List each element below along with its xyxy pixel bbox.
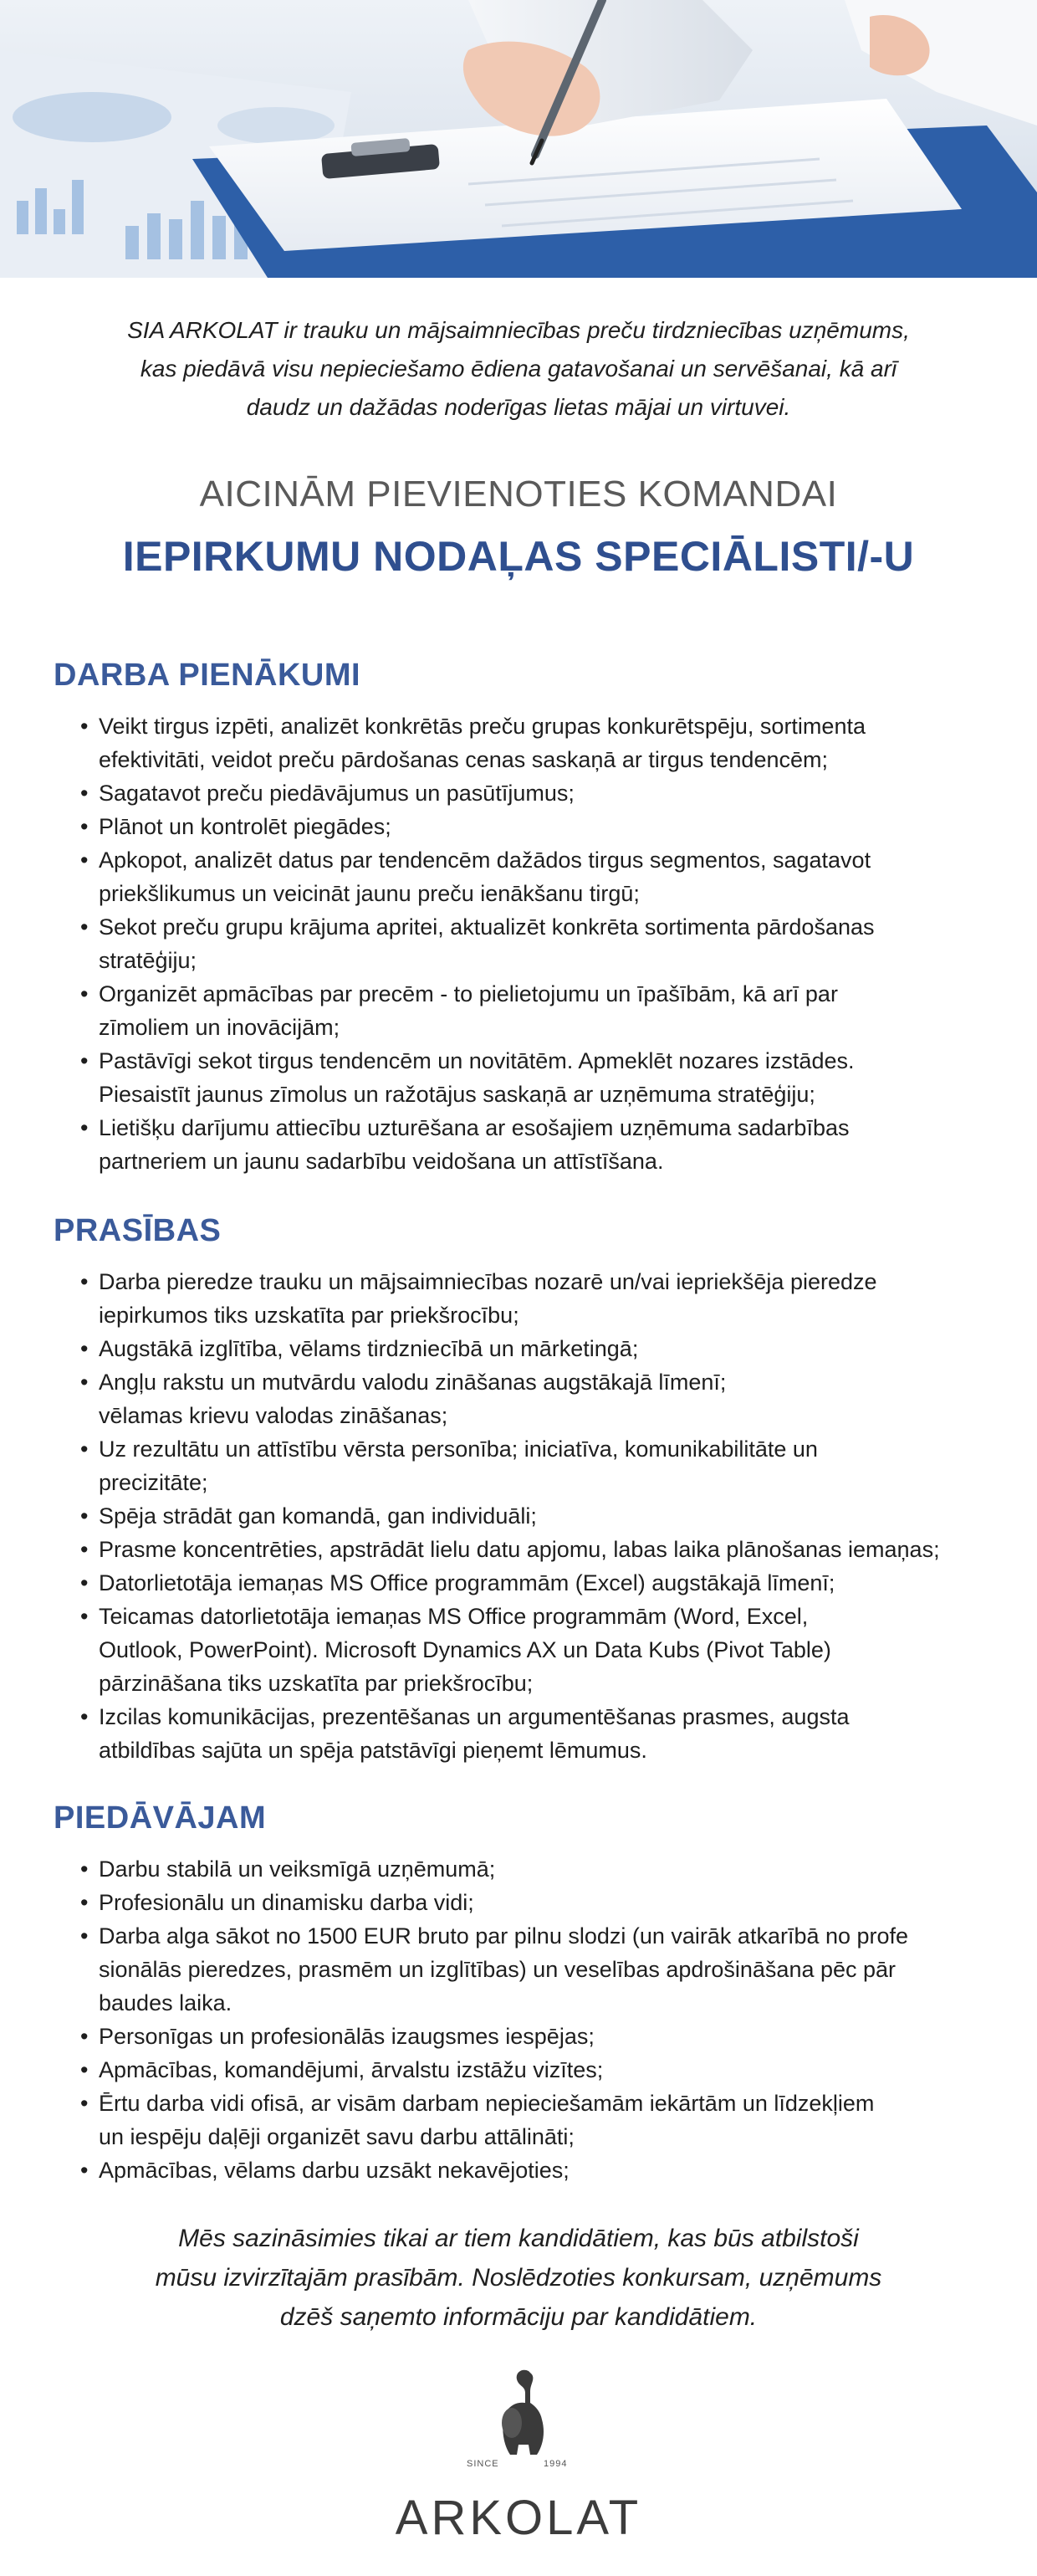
list-item-line: iepirkumos tiks uzskatīta par priekšrocību; — [99, 1303, 519, 1328]
list-item-line: • Pastāvīgi sekot tirgus tendencēm un novitātēm. Apmeklēt nozares izstādes. — [99, 1048, 855, 1073]
header-photo — [0, 0, 1037, 278]
list-item-line: • Ērtu darba vidi ofisā, ar visām darbam nepieciešamām iekārtām un līdzekļiem — [99, 2091, 875, 2116]
list-item — [80, 1332, 1009, 1365]
closing-line: dzēš saņemto informāciju par kandidātiem. — [279, 2303, 758, 2331]
list-item — [80, 1044, 1009, 1111]
list-item-line: • Prasme koncentrēties, apstrādāt lielu datu apjomu, labas laika plānošanas iemaņas; — [99, 1537, 940, 1562]
list-item — [80, 2153, 1009, 2187]
intro-line: daudz un dažādas noderīgas lietas mājai un virtuvei. — [246, 394, 791, 420]
list-item-line: • Teicamas datorlietotāja iemaņas MS Office programmām (Word, Excel, — [99, 1604, 809, 1629]
list-item-line: • Apkopot, analizēt datus par tendencēm dažādos tirgus segmentos, sagatavot — [99, 848, 871, 873]
list-item-line: sionālās pieredzes, prasmēm un izglītības) un veselības apdrošināšana pēc pār — [99, 1957, 897, 1982]
list-item-line: • Veikt tirgus izpēti, analizēt konkrētās preču grupas konkurētspēju, sortimenta — [99, 714, 866, 739]
company-wordmark: ARKOLAT — [395, 2491, 642, 2545]
list-item — [80, 709, 1009, 776]
list-item-line: vēlamas krievu valodas zināšanas; — [99, 1403, 448, 1428]
list-item — [80, 1265, 1009, 1332]
list-item-line: • Organizēt apmācības par precēm - to pielietojumu un īpašībām, kā arī par — [99, 981, 838, 1006]
list-item-line: un iespēju daļēji organizēt savu darbu attālināti; — [99, 2124, 575, 2149]
list-item-line: Piesaistīt jaunus zīmolus un ražotājus saskaņā ar uzņēmuma stratēģiju; — [99, 1082, 815, 1107]
list-item-line: • Spēja strādāt gan komandā, gan individuāli; — [99, 1503, 537, 1529]
list-item — [80, 1533, 1009, 1566]
list-item — [80, 2053, 1009, 2087]
list-item — [80, 1566, 1009, 1600]
list-item-line: • Augstākā izglītība, vēlams tirdzniecībā un mārketingā; — [99, 1336, 639, 1361]
list-item — [80, 776, 1009, 810]
list-item-line: stratēģiju; — [99, 948, 197, 973]
list-item-line: atbildības sajūta un spēja patstāvīgi pieņemt lēmumus. — [99, 1738, 647, 1763]
list-item-line: • Izcilas komunikācijas, prezentēšanas un argumentēšanas prasmes, augsta — [99, 1704, 850, 1729]
list-item-line: • Sekot preču grupu krājuma apritei, aktualizēt konkrēta sortimenta pārdošanas — [99, 914, 875, 940]
offer-list — [80, 1852, 1009, 2187]
list-item — [80, 810, 1009, 843]
list-item-line: • Apmācības, vēlams darbu uzsākt nekavējoties; — [99, 2158, 570, 2183]
list-item — [80, 2020, 1009, 2053]
intro-line: SIA ARKOLAT ir trauku un mājsaimniecības preču tirdzniecības uzņēmums, — [127, 317, 910, 343]
requirements-heading: PRASĪBAS — [54, 1213, 222, 1248]
list-item-line: • Sagatavot preču piedāvājumus un pasūtījumus; — [99, 781, 575, 806]
list-item-line: • Datorlietotāja iemaņas MS Office programmām (Excel) augstākajā līmenī; — [99, 1570, 835, 1595]
duties-heading: DARBA PIENĀKUMI — [54, 658, 361, 693]
duties-list — [80, 709, 1009, 1178]
list-item-line: • Darba pieredze trauku un mājsaimniecības nozarē un/vai iepriekšēja pieredze — [99, 1269, 877, 1294]
list-item-line: efektivitāti, veidot preču pārdošanas cenas saskaņā ar tirgus tendencēm; — [99, 747, 828, 772]
list-item — [80, 1432, 1009, 1499]
list-item — [80, 977, 1009, 1044]
requirements-list — [80, 1265, 1009, 1767]
list-item-line: zīmoliem un inovācijām; — [99, 1015, 340, 1040]
offer-heading: PIEDĀVĀJAM — [54, 1800, 267, 1836]
intro-line: kas piedāvā visu nepieciešamo ēdiena gatavošanai un servēšanai, kā arī — [140, 356, 897, 382]
list-item-line: • Plānot un kontrolēt piegādes; — [99, 814, 391, 839]
closing-line: Mēs sazināsimies tikai ar tiem kandidātiem, kas būs atbilstoši — [178, 2225, 859, 2252]
list-item — [80, 1919, 1009, 2020]
list-item — [80, 1111, 1009, 1178]
list-item-line: • Angļu rakstu un mutvārdu valodu zināšanas augstākajā līmenī; — [99, 1370, 727, 1395]
closing-line: mūsu izvirzītajām prasībām. Noslēdzoties konkursam, uzņēmums — [155, 2264, 882, 2292]
list-item-line: • Apmācības, komandējumi, ārvalstu izstāžu vizītes; — [99, 2057, 604, 2082]
closing-note — [59, 2219, 978, 2337]
list-item — [80, 1700, 1009, 1767]
list-item — [80, 910, 1009, 977]
list-item-line: • Uz rezultātu un attīstību vērsta personība; iniciatīva, komunikabilitāte un — [99, 1437, 818, 1462]
logo-year: 1994 — [544, 2459, 568, 2469]
list-item — [80, 1600, 1009, 1700]
list-item — [80, 2087, 1009, 2153]
list-item-line: • Lietišķu darījumu attiecību uzturēšana ar esošajiem uzņēmuma sadarbības — [99, 1115, 850, 1140]
list-item — [80, 1886, 1009, 1919]
list-item-line: Outlook, PowerPoint). Microsoft Dynamics AX un Data Kubs (Pivot Table) — [99, 1637, 831, 1662]
list-item-line: precizitāte; — [99, 1470, 208, 1495]
list-item — [80, 1852, 1009, 1886]
list-item-line: • Darbu stabilā un veiksmīgā uzņēmumā; — [99, 1856, 496, 1882]
position-title: IEPIRKUMU NODAĻAS SPECIĀLISTI/-U — [122, 533, 915, 580]
invite-heading: AICINĀM PIEVIENOTIES KOMANDAI — [199, 474, 838, 515]
elephant-logo-icon — [452, 2364, 585, 2481]
list-item-line: • Personīgas un profesionālās izaugsmes iespējas; — [99, 2024, 595, 2049]
logo-since: SINCE — [467, 2459, 499, 2469]
list-item-line: • Darba alga sākot no 1500 EUR bruto par pilnu slodzi (un vairāk atkarībā no profe — [99, 1923, 909, 1949]
list-item-line: priekšlikumus un veicināt jaunu preču ienākšanu tirgū; — [99, 881, 640, 906]
list-item-line: • Profesionālu un dinamisku darba vidi; — [99, 1890, 474, 1915]
office-desk-illustration — [0, 0, 1037, 278]
list-item-line: pārzināšana tiks uzskatīta par priekšrocību; — [99, 1671, 534, 1696]
list-item-line: baudes laika. — [99, 1990, 232, 2015]
list-item — [80, 1365, 1009, 1432]
list-item — [80, 1499, 1009, 1533]
company-intro — [59, 311, 978, 427]
list-item-line: partneriem un jaunu sadarbību veidošana un attīstīšana. — [99, 1149, 664, 1174]
list-item — [80, 843, 1009, 910]
